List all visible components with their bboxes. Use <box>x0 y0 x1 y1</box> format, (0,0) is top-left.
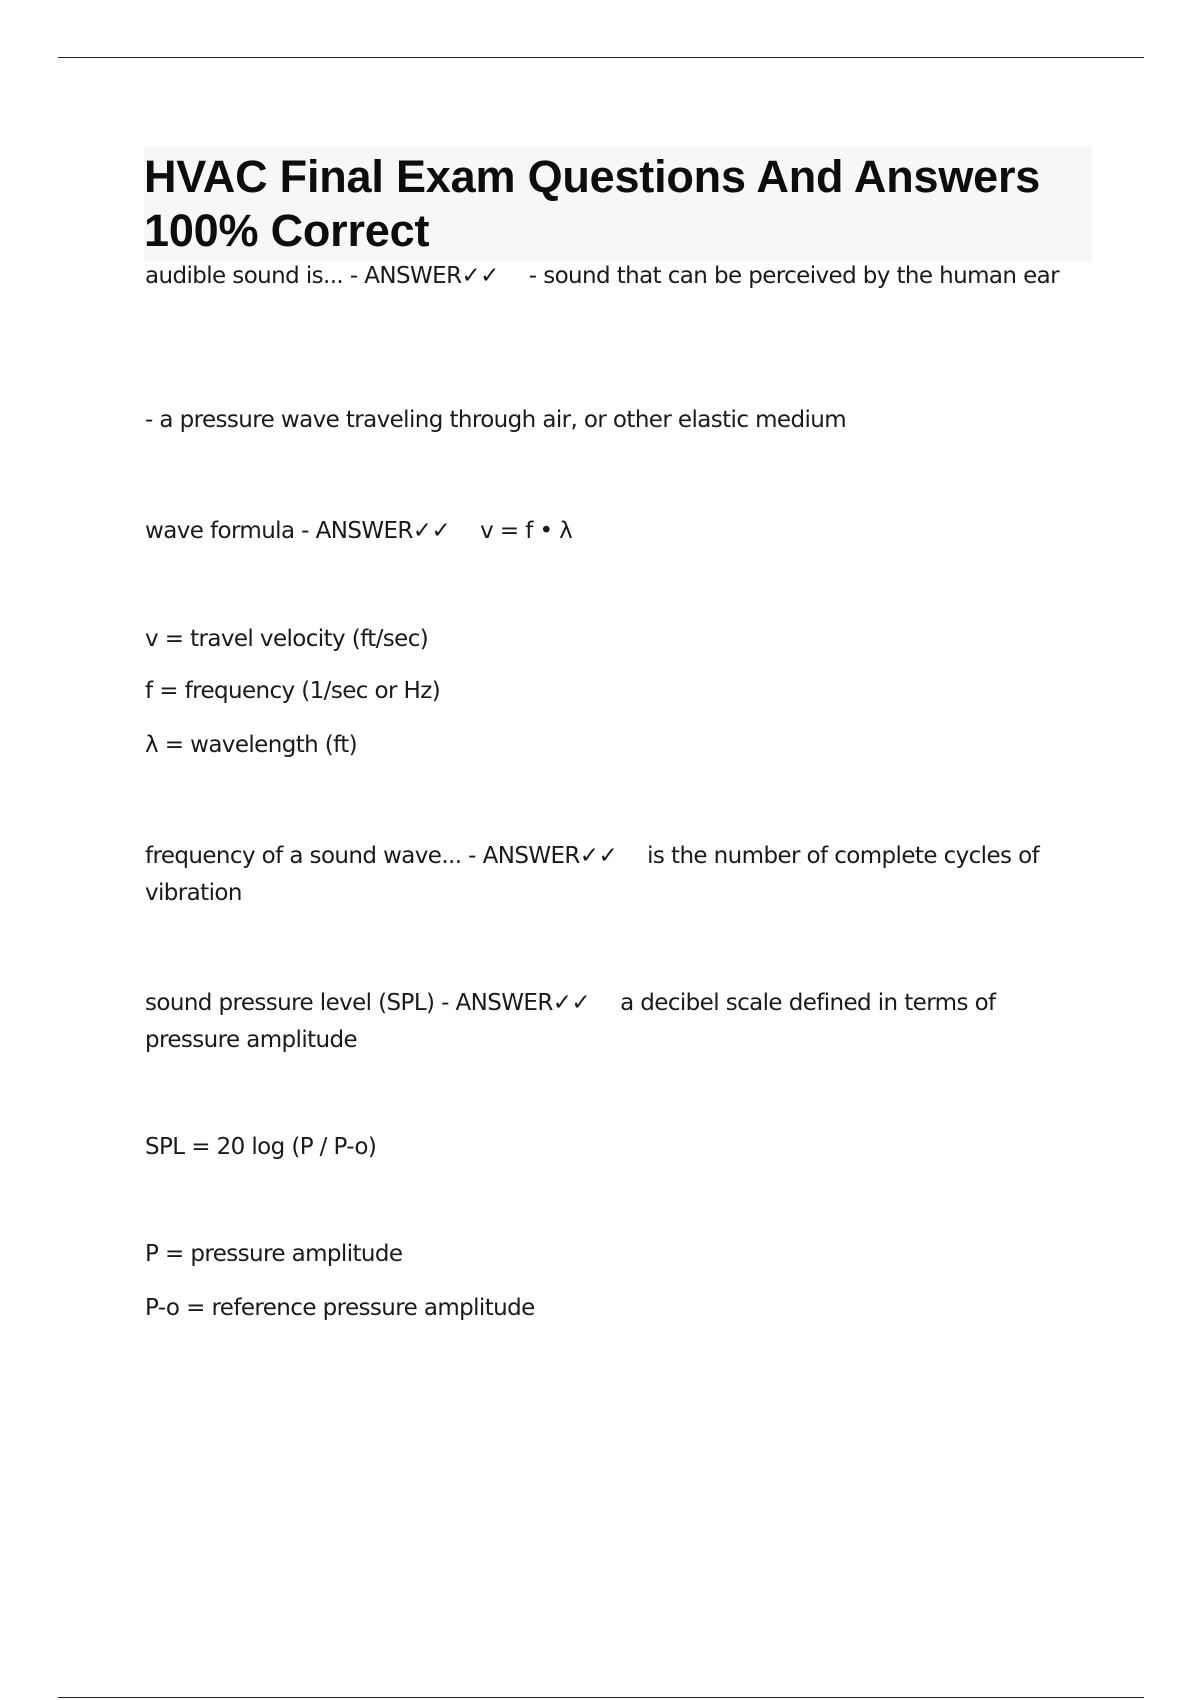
answer-text: a decibel scale defined in terms of pressure amplitude <box>145 990 996 1053</box>
document-content <box>144 146 1093 1321</box>
paragraph-reference-pressure: P-o = reference pressure amplitude <box>145 1295 535 1321</box>
question-text: audible sound is... - ANSWER✓✓ <box>145 263 499 289</box>
question-text: sound pressure level (SPL) - ANSWER✓✓ <box>145 990 591 1016</box>
qa-entry-wave-formula <box>145 513 1093 550</box>
bottom-rule <box>58 1697 1144 1698</box>
qa-entry-frequency <box>145 838 1093 912</box>
answer-text: - sound that can be perceived by the human ear <box>528 263 1060 289</box>
paragraph-wavelength-definition: λ = wavelength (ft) <box>145 732 358 758</box>
answer-text: is the number of complete cycles of vibration <box>145 843 1040 906</box>
paragraph-velocity-definition: v = travel velocity (ft/sec) <box>145 626 429 652</box>
paragraph-pressure-amplitude: P = pressure amplitude <box>145 1241 403 1267</box>
answer-text: v = f • λ <box>480 518 573 544</box>
qa-entry-spl <box>145 985 1093 1059</box>
qa-entry-audible-sound <box>145 258 1093 295</box>
paragraph-pressure-wave: - a pressure wave traveling through air, or other elastic medium <box>145 407 847 433</box>
question-text: frequency of a sound wave... - ANSWER✓✓ <box>145 843 618 869</box>
title-block <box>144 146 1092 262</box>
paragraph-frequency-definition: f = frequency (1/sec or Hz) <box>145 678 441 704</box>
question-text: wave formula - ANSWER✓✓ <box>145 518 451 544</box>
paragraph-spl-formula: SPL = 20 log (P / P-o) <box>145 1134 377 1160</box>
document-title: HVAC Final Exam Questions And Answers 100% Correct <box>144 151 1041 256</box>
top-rule <box>58 57 1144 58</box>
